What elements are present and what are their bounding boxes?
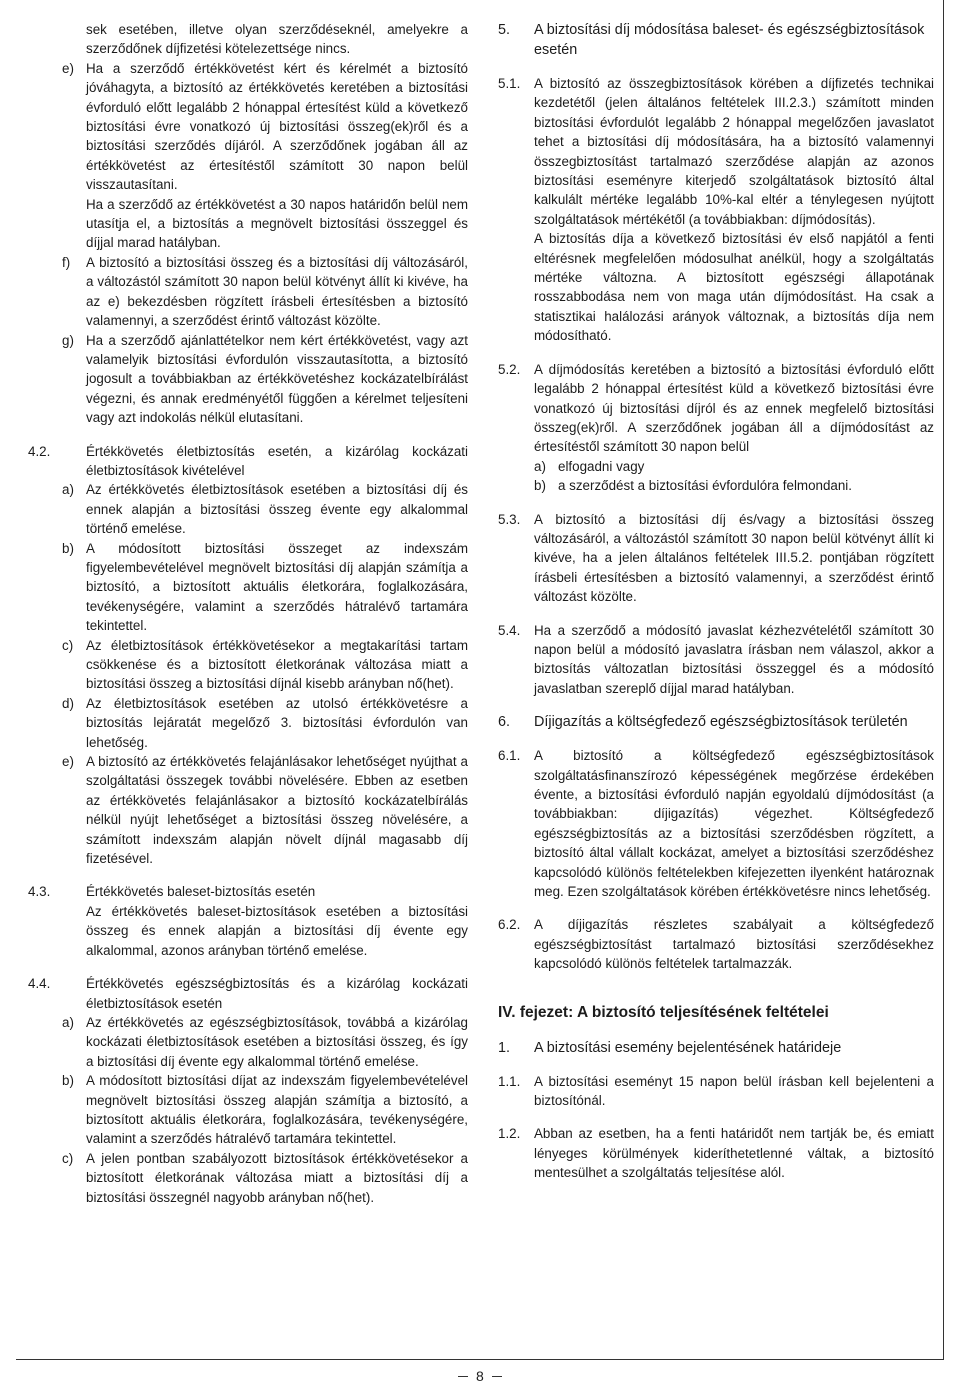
item-label: b) (534, 478, 546, 494)
list-item: elfogadni vagy (558, 458, 645, 474)
page-number-value: 8 (476, 1368, 484, 1384)
section-4-4-number: 4.4. (28, 976, 51, 992)
list-item: A módosított biztosítási díjat az indexszám figyelembevételével megnövelt biztosítási összeg alapján számítja a biztosító, a biztosított aktuális életkorára, foglalkozására, tevékenységére, valamint a szerződés hátralévő tartamára tekintettel. (86, 1073, 468, 1147)
section-5-1 (498, 74, 934, 346)
paragraph-g-label: g) (62, 332, 74, 348)
section-4-2 (28, 442, 468, 481)
paragraph-e-label: e) (62, 60, 74, 76)
list-item: A jelen pontban szabályozott biztosítások értékkövetésekor a biztosított életkorának változása miatt a biztosítási díj a biztosítási összegnél nagyobb arányban nő(het). (86, 1150, 468, 1205)
section-5-1-number: 5.1. (498, 76, 521, 91)
chapter-section-1-heading (498, 1038, 934, 1058)
chapter-section-1-2 (498, 1124, 934, 1182)
section-6-heading (498, 712, 934, 732)
section-6-1-number: 6.1. (498, 748, 521, 764)
item-label: c) (62, 1150, 74, 1166)
list-item: a szerződést a biztosítási évfordulóra felmondani. (558, 478, 853, 494)
section-5-3-number: 5.3. (498, 511, 521, 527)
chapter-title: IV. fejezet: A biztosító teljesítésének feltételei (498, 1003, 829, 1021)
page-number-dash-right (492, 1376, 502, 1377)
item-label: c) (62, 637, 74, 653)
item-label: d) (62, 695, 74, 711)
section-4-4 (28, 974, 468, 1013)
section-5-number: 5. (498, 22, 511, 38)
chapter-section-1-1-text: A biztosítási eseményt 15 napon belül írásban kell bejelenteni a biztosítónál. (534, 1073, 934, 1109)
right-column (498, 20, 934, 1183)
paragraph-g (28, 331, 468, 428)
paragraph-g-text: Ha a szerződő ajánlattételkor nem kért értékkövetést, vagy azt valamelyik biztosítási évfordulón visszautasította, a biztosító jogosult a továbbiakban az értékkövetéshez kockázatelbírálást végezni, és annak eredményétől függően a kérelmet teljesíteni vagy azt indokolás nélkül elutasítani. (86, 332, 468, 426)
section-5-2-number: 5.2. (498, 361, 521, 377)
intro-text: sek esetében, illetve olyan szerződéseknél, amelyekre a szerződőnek díjfizetési kötelezettsége nincs. (86, 22, 468, 57)
section-5-4 (498, 621, 934, 699)
item-label: b) (62, 1073, 74, 1089)
section-6-2-number: 6.2. (498, 917, 521, 933)
section-5-4-number: 5.4. (498, 622, 521, 638)
page-number (458, 1368, 502, 1384)
chapter-section-1-1-number: 1.1. (498, 1073, 521, 1089)
section-4-3-title: Értékkövetés baleset-biztosítás esetén (86, 884, 316, 900)
paragraph-e-text: Ha a szerződő értékkövetést kért és kérelmét a biztosító jóváhagyta, a biztosító az értékkövetés keretében a biztosítási évforduló előtt legalább 2 hónappal értesítést küld a következő biztosítási évre vonatkozó új biztosítási összeg(ek)ről és a biztosítási szerződés díjáról. A szerződőnek jogában áll az értékkövetést az értesítéstől számított 30 napon belül visszautasítani. (86, 60, 468, 193)
paragraph-f-text: A biztosító a biztosítási összeg és a biztosítási díj változásáról, a változástól számított 30 napon belül kötvényt állít ki kivéve, ha az e) bekezdésben rögzített írásbeli értesítésben a biztosító valamennyi, a szerződést érintő változást közölte. (86, 254, 468, 329)
section-5-3 (498, 510, 934, 607)
section-5-4-text: Ha a szerződő a módosító javaslat kézhezvételétől számított 30 napon belül a módosító javaslatra írásban nem válaszol, akkor a biztosítás változatlan biztosítási összeggel és a módosító javaslatban szereplő díjjal marad hatályban. (534, 622, 934, 696)
chapter-section-1-1 (498, 1072, 934, 1111)
section-4-4-title: Értékkövetés egészségbiztosítás és a kizárólag kockázati életbiztosítások esetén (86, 976, 468, 1011)
section-6-title: Díjigazítás a költségfedező egészségbiztosítások területén (534, 714, 908, 731)
section-5-2-text: A díjmódosítás keretében a biztosító a biztosítási évforduló előtt legalább 2 hónappal értesítést küld a következő biztosítási évre vonatkozó új biztosítási díjról és az ennek megfelelő biztosítási összeg(ek)ről. A szerződőnek jogában áll a díjmódosítást az értesítéstől számított 30 napon belül (534, 361, 934, 455)
chapter-section-1-title: A biztosítási esemény bejelentésének határideje (534, 1039, 842, 1056)
list-item: A biztosító az értékkövetés felajánlásakor lehetőséget nyújthat a szolgáltatási összegek további növelésére. Ebben az esetben az értékkövetés felajánlásakor a biztosító kockázatelbírálás nélkül nyújt lehetőséget a biztosítási összeg növelésére, a számított indexszám alapján növelt díjnál magasabb díj fizetésével. (86, 754, 468, 867)
item-label: e) (62, 754, 74, 770)
section-4-3-number: 4.3. (28, 884, 51, 900)
section-5-3-text: A biztosító a biztosítási díj és/vagy a biztosítási összeg változásáról, a változástól számított 30 napon belül kötvényt állít ki kivéve, ha a jelen általános feltételek III.5.2. pontjában rögzített írásbeli értesítésben a biztosító valamennyi, a szerződést érintő változást közölte. (534, 511, 934, 605)
section-6-2-text: A díjigazítás részletes szabályait a költségfedező egészségbiztosítást tartalmazó biztosítási szerződésekhez kapcsolódó különös feltételek tartalmazzák. (534, 917, 934, 972)
page-number-dash-left (458, 1376, 468, 1377)
list-item: Az életbiztosítások értékkövetésekor a megtakarítási tartam csökkenése és a biztosított életkorának változása miatt a biztosítási összeg a biztosítási díjnál kisebb arányban nő(het). (86, 637, 468, 692)
paragraph-e (28, 59, 468, 253)
list-item: Az értékkövetés életbiztosítások esetében a biztosítási díj és ennek alapján a biztosítási összeg évente egy alkalommal történő emelése. (86, 482, 468, 537)
section-5-1-text: A biztosító az összegbiztosítások körében a díjfizetés technikai kezdetétől (jelen általános feltételek III.2.3.) számított minden biztosítási évfordulót legalább 2 hónappal megelőzően javaslatot tehet a biztosítási díj módosítására, ha a biztosító valamennyi összegbiztosítást tartalmazó szerződése alapján az azonos biztosítási eseményre kiterjedő szolgáltatások biztosító által kalkulált mértéke legalább 10%-kal eltér a ténylegesen nyújtott szolgáltatások mértékétől (a továbbiakban: díjmódosítás). (534, 76, 934, 227)
item-label: a) (62, 482, 74, 498)
paragraph-e-text-2: Ha a szerződő az értékkövetést a 30 napos határidőn belül nem utasítja el, a biztosítás a megnövelt biztosítási összeggel és díjjal marad hatályban. (86, 196, 468, 251)
section-4-3 (28, 882, 468, 960)
item-label: a) (534, 458, 546, 474)
section-6-2 (498, 915, 934, 973)
paragraph-f (28, 253, 468, 331)
list-item: A módosított biztosítási összeget az indexszám figyelembevételével megnövelt biztosítási díj alapján számítja a biztosító, a biztosított aktuális életkorára, foglalkozására, tevékenységére, valamint a szerződés hátralévő tartamára tekintettel. (86, 540, 468, 634)
list-item: Az értékkövetés az egészségbiztosítások, továbbá a kizárólag kockázati életbiztosítások esetében a biztosítási összeg, és így a biztosítási díj évente egy alkalommal történő emelése. (86, 1014, 468, 1069)
section-6-number: 6. (498, 714, 511, 731)
section-5-1-text-2: A biztosítás díja a következő biztosítási év első napjától a fenti eltérésnek megfelelően módosulhat anélkül, hogy a szolgáltatás mértéke változna. A biztosított egészségi állapotának rosszabbodása nem von maga után díjmódosítást. Ha csak a statisztikai halálozási arányok változnak, a biztosítás díja nem módosítható. (534, 231, 934, 344)
chapter-section-1-2-text: Abban az esetben, ha a fenti határidőt nem tartják be, és emiatt lényeges körülmények kideríthetetlenné váltak, a biztosító mentesülhet a szolgáltatás teljesítése alól. (534, 1126, 934, 1181)
left-column (28, 20, 468, 1207)
section-4-2-title: Értékkövetés életbiztosítás esetén, a kizárólag kockázati életbiztosítások kivételével (86, 443, 468, 478)
section-4-3-text: Az értékkövetés baleset-biztosítások esetében a biztosítási összeg és ennek alapján a biztosítási díj évente egy alkalommal, azonos arányban történő emelése. (86, 903, 468, 958)
item-label: a) (62, 1014, 74, 1030)
section-6-1 (498, 746, 934, 901)
chapter-section-1-2-number: 1.2. (498, 1126, 521, 1142)
item-label: b) (62, 540, 74, 556)
chapter-section-1-number: 1. (498, 1039, 511, 1056)
paragraph-f-label: f) (62, 254, 71, 270)
section-5-title: A biztosítási díj módosítása baleset- és egészségbiztosítások esetén (534, 22, 925, 58)
section-4-2-number: 4.2. (28, 443, 51, 459)
list-item: Az életbiztosítások esetében az utolsó értékkövetésre a biztosítás lejáratát megelőző 3. biztosítási évfordulón van lehetőség. (86, 695, 468, 750)
section-5-2 (498, 360, 934, 457)
section-6-1-text: A biztosító a költségfedező egészségbiztosítások szolgáltatásfinanszírozó képességének megőrzése érdekében évente, a biztosítási évforduló napján egyoldalú díjmódosítást (a továbbiakban: díjigazítás) végezhet. Költségfedező egészségbiztosítás az a biztosítási szerződésben rögzített, a biztosító által vállalt kockázat, amelyet a biztosítási szerződéshez kapcsolódó különös feltételekben kifejezetten ilyenként határoznak meg. Ezen szolgáltatások körében értékkövetésre nincs lehetőség. (534, 748, 934, 900)
section-5-heading (498, 20, 934, 60)
